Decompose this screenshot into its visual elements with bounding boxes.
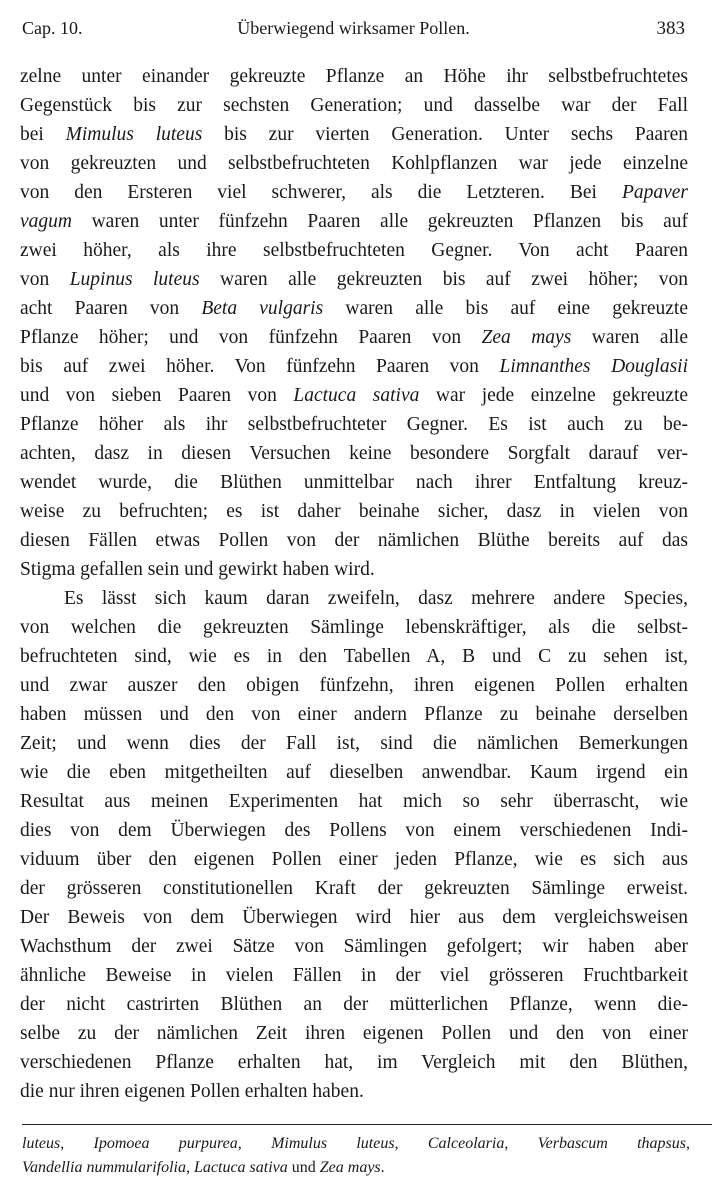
text-run: , xyxy=(394,1135,428,1152)
text-run: , xyxy=(237,1135,272,1152)
body-line xyxy=(20,1019,688,1048)
body-line xyxy=(20,352,688,381)
text-run: Gegenstück bis zur sechsten Generation; und dasselbe war der Fall xyxy=(20,95,688,116)
page-number: 383 xyxy=(656,18,685,39)
text-run: viduum über den eigenen Pollen einer jeden Pflanze, wie es sich aus xyxy=(20,849,688,870)
text-run: diesen Fällen etwas Pollen von der nämlichen Blüthe bereits auf das xyxy=(20,530,688,551)
body-text xyxy=(20,62,688,1106)
text-run: von den Ersteren viel schwerer, als die Letzteren. Bei xyxy=(20,182,622,203)
text-run: waren alle gekreuzten bis auf zwei höher; von xyxy=(199,269,688,290)
body-line xyxy=(20,642,688,671)
footnote-divider xyxy=(22,1124,712,1125)
text-run: ähnliche Beweise in vielen Fällen in der viel grösseren Fruchtbarkeit xyxy=(20,965,688,986)
footnote-line xyxy=(22,1132,690,1156)
text-run: von xyxy=(20,269,70,290)
body-line xyxy=(20,410,688,439)
text-run: haben müssen und den von einer andern Pflanze zu beinahe derselben xyxy=(20,704,688,725)
italic-text: Lactuca sativa xyxy=(293,385,420,406)
footnote-block xyxy=(22,1132,690,1180)
running-title: Überwiegend wirksamer Pollen. xyxy=(237,18,470,38)
text-run: Zeit; und wenn dies der Fall ist, sind die nämlichen Bemerkungen xyxy=(20,733,688,754)
body-line xyxy=(20,236,688,265)
body-line xyxy=(20,961,688,990)
body-line xyxy=(20,874,688,903)
chapter-label: Cap. 10. xyxy=(22,18,83,38)
body-line xyxy=(20,468,688,497)
text-run: dies von dem Überwiegen des Pollens von einem verschiedenen Indi- xyxy=(20,820,688,841)
body-line xyxy=(20,700,688,729)
text-run: und xyxy=(287,1159,320,1176)
body-line xyxy=(20,439,688,468)
body-line xyxy=(20,903,688,932)
italic-text: Zea mays xyxy=(481,327,572,348)
body-line xyxy=(20,613,688,642)
text-run: . xyxy=(380,1159,385,1176)
footnote-line xyxy=(22,1156,690,1180)
italic-text: Vandellia nummularifolia xyxy=(22,1159,186,1176)
body-line xyxy=(20,816,688,845)
text-run: war jede einzelne gekreuzte xyxy=(419,385,688,406)
text-run: Es lässt sich kaum daran zweifeln, dasz mehrere andere Species, xyxy=(64,588,688,609)
text-run: der grösseren constitutionellen Kraft der gekreuzten Sämlinge erweist. xyxy=(20,878,688,899)
body-line xyxy=(20,526,688,555)
text-run: achten, dasz in diesen Versuchen keine besondere Sorgfalt darauf ver- xyxy=(20,443,688,464)
text-run: zelne unter einander gekreuzte Pflanze an Höhe ihr selbstbefruchtetes xyxy=(20,66,688,87)
body-line xyxy=(20,1077,688,1106)
text-run: wendet wurde, die Blüthen unmittelbar nach ihrer Entfaltung kreuz- xyxy=(20,472,688,493)
text-run: und von sieben Paaren von xyxy=(20,385,294,406)
text-run: , xyxy=(186,1159,194,1176)
text-run: , xyxy=(504,1135,538,1152)
italic-text: Limnanthes Douglasii xyxy=(499,356,688,377)
text-run: von gekreuzten und selbstbefruchteten Kohlpflanzen war jede einzelne xyxy=(20,153,688,174)
body-line xyxy=(20,787,688,816)
text-run: waren alle xyxy=(571,327,688,348)
italic-text: Zea mays xyxy=(319,1159,381,1176)
text-run: waren alle bis auf eine gekreuzte xyxy=(323,298,688,319)
italic-text: Beta vulgaris xyxy=(201,298,324,319)
running-header xyxy=(22,18,685,46)
text-run: befruchteten sind, wie es in den Tabellen A, B und C zu sehen ist, xyxy=(20,646,688,667)
body-line xyxy=(20,91,688,120)
text-run: bis zur vierten Generation. Unter sechs Paaren xyxy=(202,124,688,145)
body-line xyxy=(20,845,688,874)
text-run: Wachsthum der zwei Sätze von Sämlingen gefolgert; wir haben aber xyxy=(20,936,688,957)
italic-text: vagum xyxy=(20,211,72,232)
italic-text: Calceolaria xyxy=(427,1135,505,1152)
body-line xyxy=(20,265,688,294)
body-line xyxy=(20,555,688,584)
italic-text: Lupinus luteus xyxy=(69,269,200,290)
italic-text: luteus xyxy=(22,1135,61,1152)
text-run: und zwar auszer den obigen fünfzehn, ihren eigenen Pollen erhalten xyxy=(20,675,688,696)
body-line xyxy=(20,497,688,526)
text-run: Resultat aus meinen Experimenten hat mich so sehr überrascht, wie xyxy=(20,791,688,812)
body-line xyxy=(20,294,688,323)
text-run: , xyxy=(686,1135,691,1152)
text-run: die nur ihren eigenen Pollen erhalten haben. xyxy=(20,1081,364,1102)
text-run: bei xyxy=(20,124,66,145)
body-line xyxy=(20,1048,688,1077)
body-line xyxy=(20,671,688,700)
text-run: weise zu befruchten; es ist daher beinahe sicher, dasz in vielen von xyxy=(20,501,688,522)
body-line xyxy=(20,381,688,410)
text-run: , xyxy=(60,1135,94,1152)
text-run: Der Beweis von dem Überwiegen wird hier aus dem vergleichsweisen xyxy=(20,907,688,928)
text-run: von welchen die gekreuzten Sämlinge lebenskräftiger, als die selbst- xyxy=(20,617,688,638)
text-run: Pflanze höher als ihr selbstbefruchteter Gegner. Es ist auch zu be- xyxy=(20,414,688,435)
body-line xyxy=(20,323,688,352)
body-line xyxy=(20,729,688,758)
text-run: bis auf zwei höher. Von fünfzehn Paaren von xyxy=(20,356,500,377)
italic-text: Verbascum thapsus xyxy=(537,1135,687,1152)
body-line xyxy=(20,149,688,178)
body-line xyxy=(20,584,688,613)
text-run: Stigma gefallen sein und gewirkt haben wird. xyxy=(20,559,375,580)
body-line xyxy=(20,62,688,91)
text-run: verschiedenen Pflanze erhalten hat, im Vergleich mit den Blüthen, xyxy=(20,1052,688,1073)
body-line xyxy=(20,178,688,207)
text-run: acht Paaren von xyxy=(20,298,202,319)
body-line xyxy=(20,758,688,787)
body-line xyxy=(20,932,688,961)
body-line xyxy=(20,990,688,1019)
text-run: Pflanze höher; und von fünfzehn Paaren von xyxy=(20,327,482,348)
text-run: wie die eben mitgetheilten auf dieselben anwendbar. Kaum irgend ein xyxy=(20,762,688,783)
body-line xyxy=(20,120,688,149)
italic-text: Mimulus luteus xyxy=(65,124,203,145)
text-run: der nicht castrirten Blüthen an der mütterlichen Pflanze, wenn die- xyxy=(20,994,688,1015)
italic-text: Papaver xyxy=(621,182,688,203)
body-line xyxy=(20,207,688,236)
text-run: zwei höher, als ihre selbstbefruchteten Gegner. Von acht Paaren xyxy=(20,240,688,261)
italic-text: Lactuca sativa xyxy=(194,1159,288,1176)
italic-text: Mimulus luteus xyxy=(271,1135,395,1152)
text-run: selbe zu der nämlichen Zeit ihren eigenen Pollen und den von einer xyxy=(20,1023,688,1044)
italic-text: Ipomoea purpurea xyxy=(93,1135,238,1152)
text-run: waren unter fünfzehn Paaren alle gekreuzten Pflanzen bis auf xyxy=(72,211,688,232)
